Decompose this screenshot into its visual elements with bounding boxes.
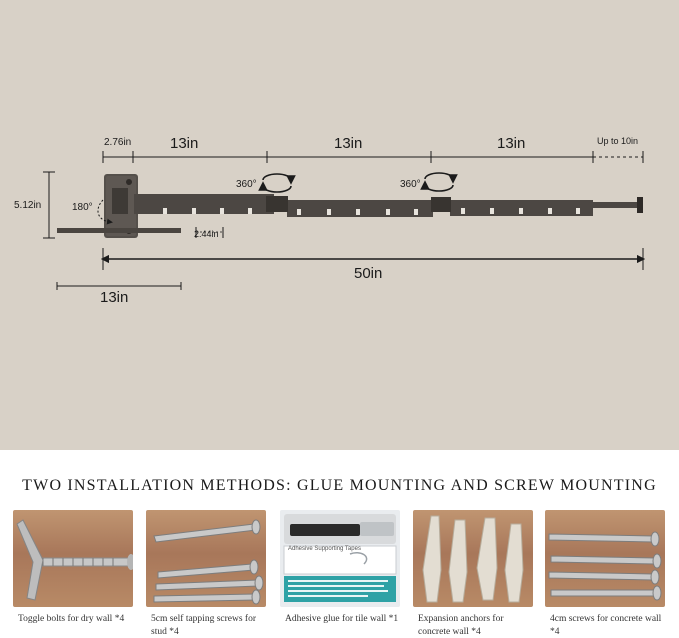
rotate-arrow-icon <box>263 174 291 192</box>
segment-1-label: 13in <box>170 135 199 152</box>
left-offset-label: 2.76in <box>104 137 132 148</box>
bracket-gap-label: 2.44in <box>194 229 219 239</box>
adhesive-glue-icon <box>280 510 400 607</box>
height-label: 5.12in <box>14 200 42 211</box>
installation-heading: TWO INSTALLATION METHODS: GLUE MOUNTING AND SCREW MOUNTING <box>22 477 657 494</box>
toggle-bolt-photo <box>13 510 133 607</box>
accessory-caption: Toggle bolts for dry wall *4 <box>18 614 125 624</box>
accessory-caption: 5cm self tapping screws for stud *4 <box>151 614 256 637</box>
top-dimension-line <box>103 151 643 163</box>
expansion-anchors-photo <box>413 510 533 607</box>
accessories-section <box>0 450 679 635</box>
drying-rack-arm <box>134 194 643 217</box>
segment-2-label: 13in <box>334 135 363 152</box>
segment-3-label: 13in <box>497 135 526 152</box>
concrete-screws-photo <box>545 510 665 607</box>
fold-angle-label: 180° <box>72 202 93 213</box>
glue-box-text: Adhesive Supporting Tapes <box>288 546 361 552</box>
rotation-1-label: 360° <box>236 179 257 190</box>
folded-length-label: 13in <box>100 289 129 306</box>
accessory-caption: Adhesive glue for tile wall *1 <box>285 614 399 624</box>
concrete-screws-icon <box>545 510 665 607</box>
folded-arm <box>57 228 181 233</box>
extension-label: Up to 10in <box>597 136 639 146</box>
accessory-caption: 4cm screws for concrete wall *4 <box>550 614 662 637</box>
adhesive-glue-photo <box>280 510 400 607</box>
self-tapping-screws-icon <box>146 510 266 607</box>
self-tapping-screws-photo <box>146 510 266 607</box>
rotation-2-label: 360° <box>400 179 421 190</box>
toggle-bolt-icon <box>13 510 133 607</box>
height-dimension-line <box>43 172 55 238</box>
accessory-caption: Expansion anchors for concrete wall *4 <box>418 614 504 637</box>
expansion-anchors-icon <box>413 510 533 607</box>
rotate-arrow-icon <box>425 173 453 191</box>
total-length-label: 50in <box>354 265 383 282</box>
